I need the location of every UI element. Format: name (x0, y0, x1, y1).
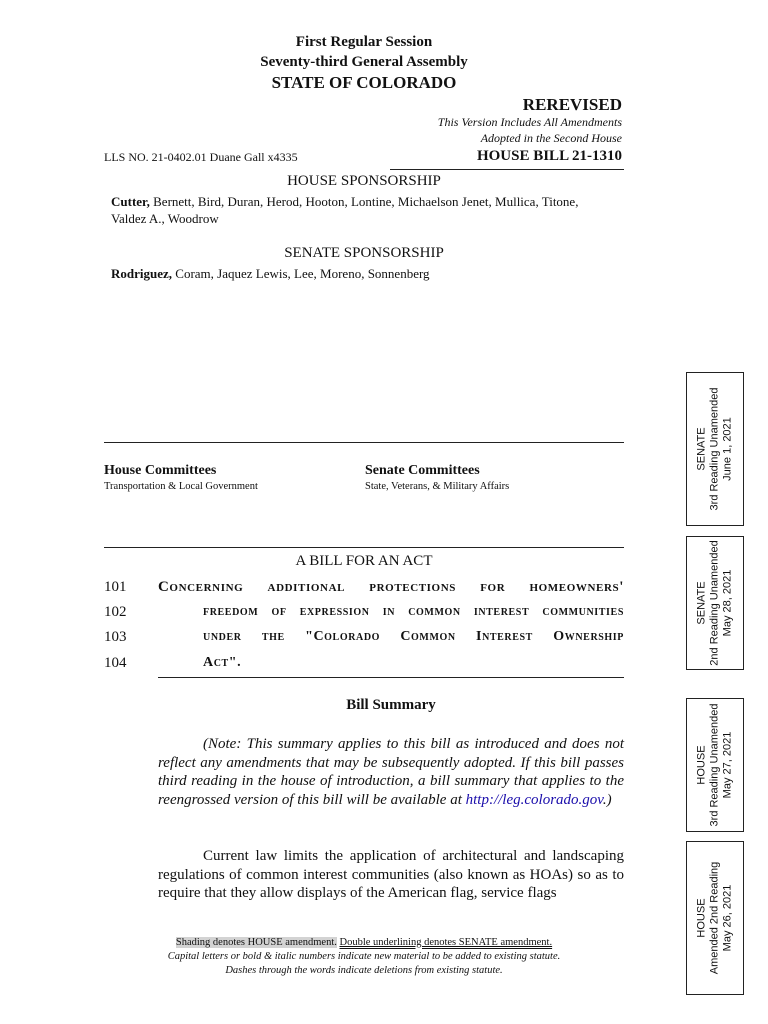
version-note-2: Adopted in the Second House (480, 131, 622, 145)
summary-note-text: (Note: This summary applies to this bill as introduced and does not reflect any amendments that may be subsequently adopted. If this bill passes third reading in the house of introduction, a bill summary that applies to the reengrossed version of this bill will be available at (158, 736, 624, 808)
state-label: STATE OF COLORADO (271, 73, 457, 92)
stamp-senate-2nd-reading (686, 536, 744, 670)
capital-letters-legend: Capital letters or bold & italic numbers indicate new material to be added to existing statute. (167, 951, 561, 962)
amendment-legend (104, 936, 624, 949)
stamp-chamber: HOUSE (695, 745, 708, 785)
bill-summary-heading: Bill Summary (346, 697, 436, 713)
header-rule (390, 169, 624, 170)
senate-committees-heading: Senate Committees (365, 463, 480, 478)
stamp-action: 3rd Reading Unamended (708, 387, 721, 511)
summary-note (158, 735, 624, 809)
house-cosponsors-line2: Valdez A., Woodrow (111, 211, 219, 226)
stamp-date: May 28, 2021 (721, 569, 734, 637)
senate-committees-list: State, Veterans, & Military Affairs (365, 481, 510, 492)
stamp-house-2nd-reading (686, 841, 744, 995)
house-committees-list: Transportation & Local Government (104, 481, 258, 492)
house-amendment-legend: Shading denotes HOUSE amendment. (175, 937, 337, 948)
bill-title-bottom-rule (158, 677, 624, 678)
stamp-date: May 26, 2021 (721, 884, 734, 952)
leg-colorado-link[interactable]: http://leg.colorado.gov (465, 791, 603, 808)
version-note-1: This Version Includes All Amendments (437, 115, 622, 129)
stamp-date: May 27, 2021 (721, 731, 734, 799)
line-number-104: 104 (104, 655, 127, 671)
summary-body: Current law limits the application of architectural and landscaping regulations of common interest communities (also known as HOAs) so as to require that they allow displays of the American flag, service flags (158, 848, 624, 901)
senate-lead-sponsor: Rodriguez, (111, 266, 173, 281)
summary-note-end: .) (602, 791, 612, 808)
stamp-chamber: SENATE (695, 581, 708, 625)
bill-title-line-104: Act". (203, 655, 242, 670)
bill-title-line-101: Concerning additional protections for homeowners' (158, 579, 624, 595)
line-number-101: 101 (104, 579, 127, 595)
stamp-house-3rd-reading (686, 698, 744, 832)
bill-title-line-103: under the "Colorado Common Interest Ownership (203, 629, 624, 644)
senate-amendment-legend: Double underlining denotes SENATE amendment. (339, 937, 553, 948)
line-number-102: 102 (104, 604, 127, 620)
senate-cosponsors: Coram, Jaquez Lewis, Lee, Moreno, Sonnenberg (175, 266, 430, 281)
house-committees-heading: House Committees (104, 463, 217, 478)
assembly-label: Seventy-third General Assembly (260, 54, 468, 70)
bill-title-rule (104, 547, 624, 548)
committees-rule (104, 442, 624, 443)
lls-number: LLS NO. 21-0402.01 Duane Gall x4335 (104, 150, 298, 164)
house-lead-sponsor: Cutter, (111, 194, 150, 209)
house-cosponsors-line1: Bernett, Bird, Duran, Herod, Hooton, Lontine, Michaelson Jenet, Mullica, Titone, (153, 194, 579, 209)
bill-title-line-102: freedom of expression in common interest communities (203, 604, 624, 619)
house-sponsors (111, 193, 624, 227)
stamp-chamber: SENATE (695, 427, 708, 471)
stamp-action: 2nd Reading Unamended (708, 540, 721, 666)
stamp-action: 3rd Reading Unamended (708, 703, 721, 827)
dashes-legend: Dashes through the words indicate deletions from existing statute. (225, 965, 503, 976)
line-number-103: 103 (104, 629, 127, 645)
senate-sponsors (111, 266, 624, 282)
house-sponsorship-heading: HOUSE SPONSORSHIP (287, 173, 441, 189)
stamp-date: June 1, 2021 (721, 417, 734, 481)
stamp-action: Amended 2nd Reading (708, 861, 721, 975)
bill-number: HOUSE BILL 21-1310 (476, 148, 622, 164)
senate-sponsorship-heading: SENATE SPONSORSHIP (284, 245, 444, 261)
bill-title-heading: A BILL FOR AN ACT (295, 553, 433, 569)
session-label: First Regular Session (295, 34, 433, 50)
stamp-senate-3rd-reading (686, 372, 744, 526)
stamp-chamber: HOUSE (695, 898, 708, 938)
version-label: REREVISED (522, 95, 622, 114)
